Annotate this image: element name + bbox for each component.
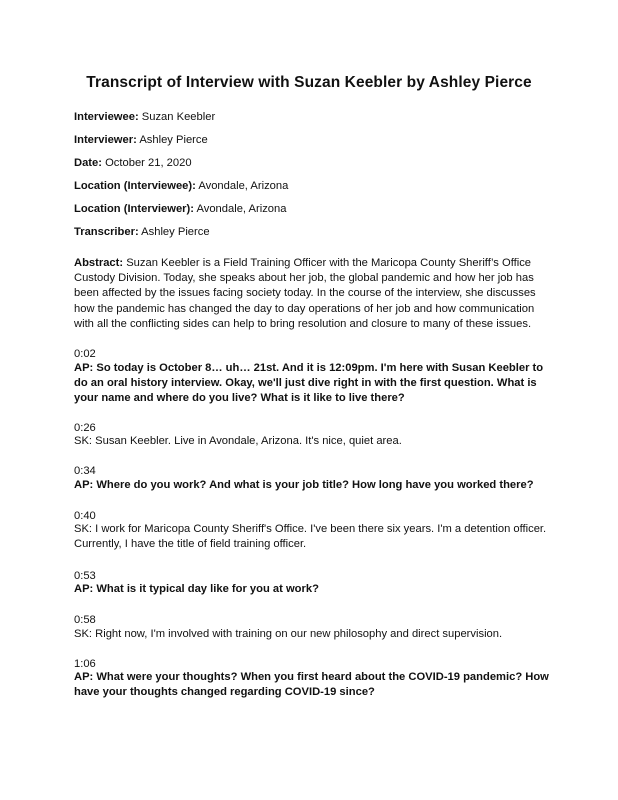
interviewer-question: AP: What is it typical day like for you at work? — [74, 583, 319, 595]
abstract-label: Abstract: — [74, 257, 124, 269]
meta-value: October 21, 2020 — [105, 157, 192, 169]
meta-label: Interviewee: — [74, 111, 139, 123]
meta-label: Location (Interviewer): — [74, 203, 194, 215]
meta-label: Date: — [74, 157, 102, 169]
timestamp: 1:06 — [74, 658, 96, 670]
interviewer-question: AP: What were your thoughts? When you first heard about the COVID-19 pandemic? How have your thoughts changed regarding COVID-19 since? — [74, 671, 549, 699]
meta-interviewer — [74, 133, 208, 147]
abstract-paragraph — [74, 256, 554, 332]
meta-label: Interviewer: — [74, 134, 137, 146]
meta-value: Suzan Keebler — [141, 111, 216, 123]
timestamp: 0:58 — [74, 614, 96, 626]
meta-interviewee — [74, 110, 215, 124]
document-title: Transcript of Interview with Suzan Keebler by Ashley Pierce — [86, 74, 532, 91]
meta-label: Location (Interviewee): — [74, 180, 196, 192]
interviewer-question: AP: Where do you work? And what is your job title? How long have you worked there? — [74, 479, 534, 491]
meta-transcriber — [74, 225, 210, 239]
interviewee-answer: SK: Right now, I'm involved with training on our new philosophy and direct supervision. — [74, 628, 503, 640]
timestamp: 0:40 — [74, 510, 96, 522]
meta-location-interviewer — [74, 202, 286, 216]
timestamp: 0:34 — [74, 465, 96, 477]
meta-date — [74, 156, 192, 170]
meta-value: Ashley Pierce — [139, 134, 208, 146]
abstract-text: Suzan Keebler is a Field Training Officer with the Maricopa County Sheriff’s Office Custody Division. Today, she speaks about her job, the global pandemic and how her job has been affected by the issues facing society today. In the course of the interview, she discusses how the pandemic has changed the day to day operations of her job and how communication with all the conflicting sides can help to bring resolution and closure to many of these issues. — [74, 257, 536, 330]
timestamp: 0:26 — [74, 422, 96, 434]
interviewer-question: AP: So today is October 8… uh… 21st. And it is 12:09pm. I'm here with Susan Keebler to do an oral history interview. Okay, we'll just dive right in with the first question. What is your name and where do you live? What is it like to live there? — [74, 362, 544, 405]
meta-value: Avondale, Arizona — [198, 180, 289, 192]
meta-value: Avondale, Arizona — [196, 203, 287, 215]
interviewee-answer: SK: Susan Keebler. Live in Avondale, Arizona. It's nice, quiet area. — [74, 435, 402, 447]
timestamp: 0:02 — [74, 348, 96, 360]
meta-location-interviewee — [74, 179, 288, 193]
timestamp: 0:53 — [74, 570, 96, 582]
meta-label: Transcriber: — [74, 226, 139, 238]
meta-value: Ashley Pierce — [141, 226, 210, 238]
interviewee-answer: SK: I work for Maricopa County Sheriff's Office. I've been there six years. I'm a detention officer. Currently, I have the title of field training officer. — [74, 523, 547, 551]
